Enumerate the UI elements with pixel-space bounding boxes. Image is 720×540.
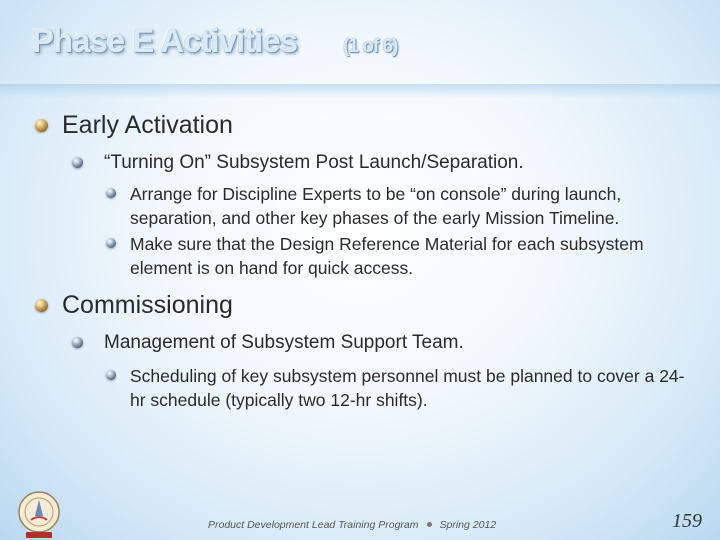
bullet-item-early-activation bbox=[0, 108, 720, 142]
bullet-item-discipline-experts bbox=[0, 182, 720, 230]
bullet-icon bbox=[35, 119, 48, 132]
bullet-item-scheduling bbox=[0, 364, 720, 412]
title-divider bbox=[0, 84, 720, 98]
bullet-icon bbox=[35, 299, 48, 312]
bullet-text: Arrange for Discipline Experts to be “on console” during launch, separation, and other key phases of the early Mission Timeline. bbox=[130, 184, 622, 228]
bullet-icon bbox=[106, 370, 116, 380]
bullet-text: Management of Subsystem Support Team. bbox=[104, 332, 464, 353]
bullet-icon bbox=[72, 337, 83, 348]
bullet-item-support-team bbox=[0, 330, 720, 356]
bullet-item-commissioning bbox=[0, 288, 720, 322]
footer-program: Product Development Lead Training Program bbox=[208, 519, 419, 531]
slide-title: Phase E Activities bbox=[32, 22, 298, 59]
bullet-icon bbox=[106, 188, 116, 198]
bullet-text: Early Activation bbox=[62, 111, 233, 139]
slide-subtitle: (1 of 6) bbox=[343, 36, 398, 57]
bullet-icon bbox=[72, 157, 83, 168]
bullet-item-turning-on bbox=[0, 150, 720, 176]
bullet-text: Make sure that the Design Reference Material for each subsystem element is on hand for quick access. bbox=[130, 234, 644, 278]
bullet-list bbox=[0, 108, 720, 414]
footer bbox=[208, 519, 496, 531]
bullet-item-design-reference bbox=[0, 232, 720, 280]
bullet-text: Commissioning bbox=[62, 291, 233, 319]
bullet-icon bbox=[106, 238, 116, 248]
footer-term: Spring 2012 bbox=[439, 519, 497, 531]
page-number: 159 bbox=[672, 510, 702, 532]
footer-separator-dot bbox=[427, 522, 432, 527]
title-area bbox=[32, 22, 397, 66]
bullet-text: Scheduling of key subsystem personnel must be planned to cover a 24-hr schedule (typically two 12-hr shifts). bbox=[130, 366, 685, 410]
bullet-text: “Turning On” Subsystem Post Launch/Separation. bbox=[104, 152, 524, 173]
program-seal-icon bbox=[14, 490, 64, 540]
